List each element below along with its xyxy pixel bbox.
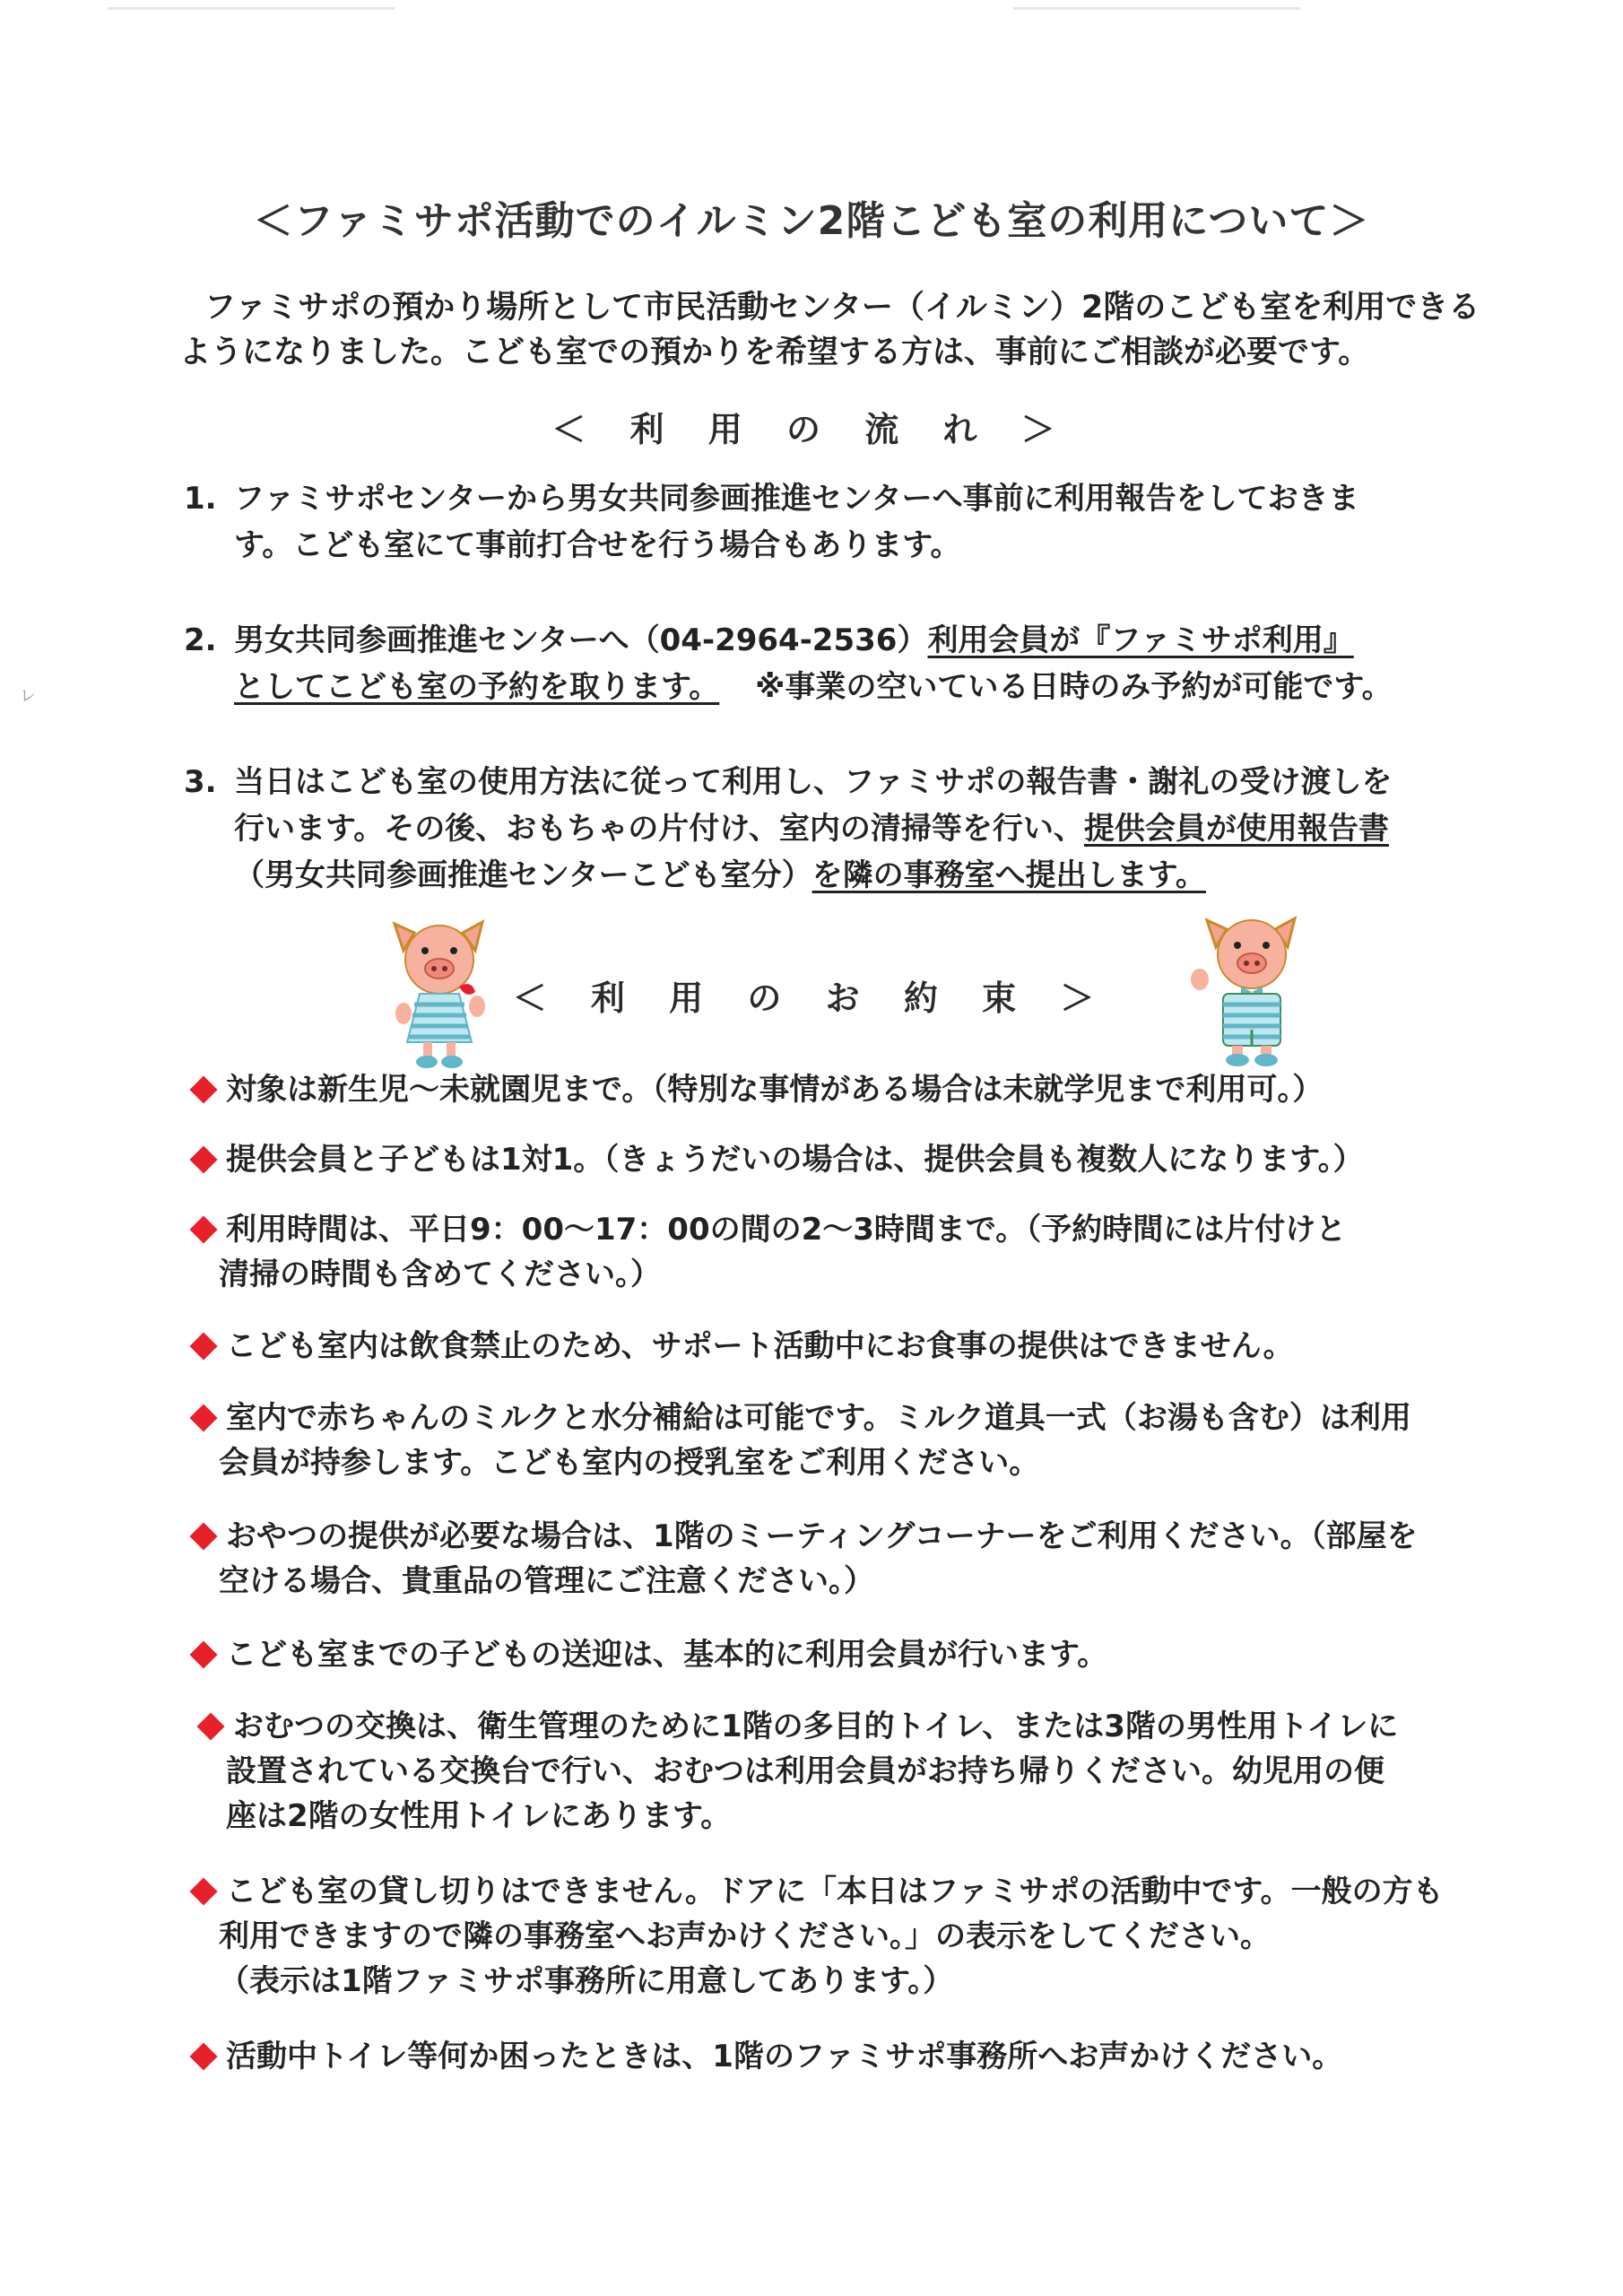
rule-line: 設置されている交換台で行い、おむつは利用会員がお持ち帰りください。幼児用の便 xyxy=(226,1753,1384,1789)
step-text-underlined: を隣の事務室へ提出します。 xyxy=(812,857,1206,893)
scan-mark xyxy=(1013,7,1300,10)
rule-line: おむつの交換は、衛生管理のために1階の多目的トイレ、または3階の男性用トイレに xyxy=(233,1709,1399,1744)
flow-step-2 xyxy=(184,617,1457,710)
step-number: 1. xyxy=(184,481,217,517)
intro-line: ようになりました。こども室での預かりを希望する方は、事前にご相談が必要です。 xyxy=(179,335,1370,370)
red-diamond-bullet-icon xyxy=(189,1075,217,1103)
intro-paragraph xyxy=(179,285,1480,375)
step-line: 当日はこども室の使用方法に従って利用し、ファミサポの報告書・謝礼の受け渡しを xyxy=(234,764,1393,800)
step-line xyxy=(234,852,1457,899)
rule-item xyxy=(179,1067,1471,1112)
rule-line: 会員が持参します。こども室内の授乳室をご利用ください。 xyxy=(219,1445,1040,1481)
promise-heading: ＜ 利 用 の お 約 束 ＞ xyxy=(512,978,1111,1018)
rule-item xyxy=(179,1632,1471,1677)
step-text-underlined: としてこども室の予約を取ります。 xyxy=(234,669,720,705)
step-line xyxy=(234,664,1457,710)
scan-mark xyxy=(108,7,395,10)
step-text-underlined: 提供会員が使用報告書 xyxy=(1083,811,1389,847)
step-line xyxy=(234,617,1457,664)
rule-line: 利用できますので隣の事務室へお声かけください。」の表示をしてください。 xyxy=(219,1918,1271,1954)
red-diamond-bullet-icon xyxy=(189,2042,217,2070)
rule-line: こども室内は飲食禁止のため、サポート活動中にお食事の提供はできません。 xyxy=(226,1328,1294,1364)
red-diamond-bullet-icon xyxy=(189,1404,217,1431)
rule-item xyxy=(179,1137,1471,1182)
red-diamond-bullet-icon xyxy=(189,1215,217,1243)
rule-line: 利用時間は、平日9：00～17：00の間の2～3時間まで。（予約時間には片付けと xyxy=(226,1212,1347,1248)
rule-line: 室内で赤ちゃんのミルクと水分補給は可能です。ミルク道具一式（お湯も含む）は利用 xyxy=(226,1400,1411,1436)
rule-line: 空ける場合、貴重品の管理にご注意ください。） xyxy=(219,1563,874,1599)
rule-item xyxy=(179,1704,1471,1839)
rule-line: 座は2階の女性用トイレにあります。 xyxy=(226,1798,732,1834)
intro-line: ファミサポの預かり場所として市民活動センター（イルミン）2階のこども室を利用できる xyxy=(204,290,1480,326)
red-diamond-bullet-icon xyxy=(196,1712,224,1740)
page-title: ＜ファミサポ活動でのイルミン2階こども室の利用について＞ xyxy=(253,198,1370,244)
red-diamond-bullet-icon xyxy=(189,1640,217,1668)
step-text: 行います。その後、おもちゃの片付け、室内の清掃等を行い、 xyxy=(234,811,1084,847)
rule-line: （表示は1階ファミサポ事務所に用意してあります。） xyxy=(219,1963,954,1999)
step-text: （男女共同参画推進センターこども室分） xyxy=(234,857,812,893)
flow-step-1 xyxy=(184,475,1457,569)
rule-item xyxy=(179,1514,1471,1604)
step-note: ※事業の空いている日時のみ予約が可能です。 xyxy=(755,669,1393,705)
rule-line: こども室までの子どもの送迎は、基本的に利用会員が行います。 xyxy=(226,1637,1108,1673)
rule-line: おやつの提供が必要な場合は、1階のミーティングコーナーをご利用ください。（部屋を xyxy=(226,1518,1418,1554)
rule-item xyxy=(179,2034,1471,2079)
rule-line: 提供会員と子どもは1対1。（きょうだいの場合は、提供会員も複数人になります。） xyxy=(226,1142,1364,1178)
red-diamond-bullet-icon xyxy=(189,1522,217,1550)
flow-step-3 xyxy=(184,759,1457,899)
step-line: す。こども室にて事前打合せを行う場合もあります。 xyxy=(234,527,961,563)
rule-line: 対象は新生児～未就園児まで。（特別な事情がある場合は未就学児まで利用可。） xyxy=(226,1072,1324,1108)
stray-mark: レ xyxy=(20,687,36,706)
step-number: 2. xyxy=(184,622,217,658)
rule-item xyxy=(179,1324,1471,1369)
step-line: ファミサポセンターから男女共同参画推進センターへ事前に利用報告をしておきま xyxy=(234,481,1359,517)
step-line xyxy=(234,805,1457,852)
red-diamond-bullet-icon xyxy=(189,1332,217,1360)
step-text: 男女共同参画推進センターへ（04-2964-2536） xyxy=(234,622,928,658)
rule-line: 清掃の時間も含めてください。） xyxy=(219,1257,661,1292)
flow-heading: ＜ 利 用 の 流 れ ＞ xyxy=(551,410,1072,449)
rule-line: こども室の貸し切りはできません。ドアに「本日はファミサポの活動中です。一般の方も xyxy=(226,1874,1444,1909)
step-number: 3. xyxy=(184,764,217,800)
rule-line: 活動中トイレ等何か困ったときは、1階のファミサポ事務所へお声かけください。 xyxy=(226,2039,1343,2074)
step-text-underlined: 利用会員が『ファミサポ利用』 xyxy=(927,622,1354,658)
rule-item xyxy=(179,1869,1471,2004)
red-diamond-bullet-icon xyxy=(189,1145,217,1173)
rule-item xyxy=(179,1396,1471,1485)
rule-item xyxy=(179,1207,1471,1297)
red-diamond-bullet-icon xyxy=(189,1877,217,1905)
